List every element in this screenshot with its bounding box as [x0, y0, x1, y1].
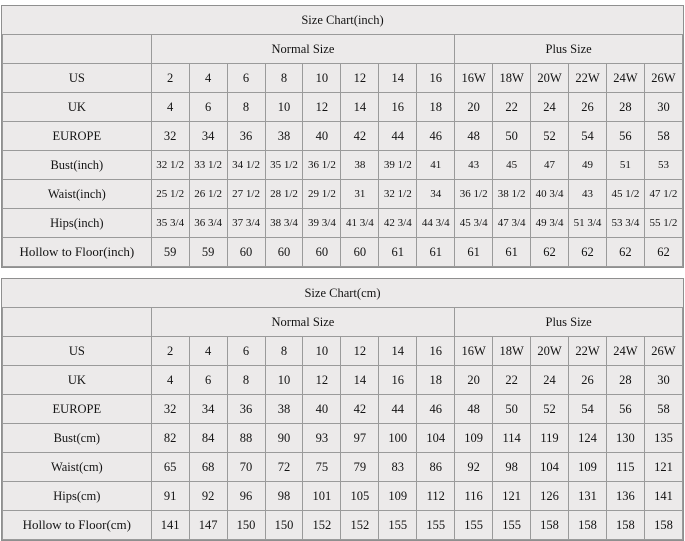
cell: 98 [493, 453, 531, 482]
cell: 92 [189, 482, 227, 511]
cell: 32 [151, 122, 189, 151]
cell: 62 [644, 238, 682, 267]
cell: 34 [189, 122, 227, 151]
cell: 26 [569, 93, 607, 122]
cell: 53 3/4 [606, 209, 644, 238]
cell: 36 3/4 [189, 209, 227, 238]
cell: 141 [151, 511, 189, 540]
table-group-row [3, 308, 683, 337]
cell: 131 [569, 482, 607, 511]
cell: 49 3/4 [531, 209, 569, 238]
cell: 44 [379, 122, 417, 151]
table-row [3, 180, 683, 209]
cell: 48 [455, 395, 493, 424]
cell: 36 [227, 122, 265, 151]
cell: 20 [455, 93, 493, 122]
cell: 114 [493, 424, 531, 453]
cell: 16 [417, 64, 455, 93]
cell: 58 [644, 395, 682, 424]
cell: 22 [493, 366, 531, 395]
size-chart-inch-table [2, 6, 683, 267]
cell: 38 [265, 395, 303, 424]
cell: 50 [493, 395, 531, 424]
cell: 52 [531, 395, 569, 424]
size-chart-page [0, 5, 685, 534]
cell: 60 [227, 238, 265, 267]
row-label-europe: EUROPE [3, 122, 152, 151]
cell: 8 [227, 366, 265, 395]
cell: 56 [606, 122, 644, 151]
group-header-normal: Normal Size [151, 308, 455, 337]
table-row [3, 209, 683, 238]
chart-title: Size Chart(cm) [3, 279, 683, 308]
cell: 22 [493, 93, 531, 122]
cell: 42 3/4 [379, 209, 417, 238]
cell: 60 [341, 238, 379, 267]
cell: 24 [531, 93, 569, 122]
cell: 72 [265, 453, 303, 482]
cell: 20W [531, 64, 569, 93]
cell: 14 [379, 337, 417, 366]
size-chart-cm-block [1, 278, 684, 541]
cell: 24W [606, 64, 644, 93]
cell: 109 [569, 453, 607, 482]
row-label-bust: Bust(cm) [3, 424, 152, 453]
table-group-row [3, 35, 683, 64]
cell: 100 [379, 424, 417, 453]
cell: 45 1/2 [606, 180, 644, 209]
row-label-us: US [3, 337, 152, 366]
cell: 62 [531, 238, 569, 267]
cell: 126 [531, 482, 569, 511]
cell: 8 [265, 337, 303, 366]
cell: 68 [189, 453, 227, 482]
cell: 92 [455, 453, 493, 482]
table-row [3, 482, 683, 511]
cell: 42 [341, 395, 379, 424]
row-label-uk: UK [3, 366, 152, 395]
cell: 104 [417, 424, 455, 453]
cell: 36 [227, 395, 265, 424]
cell: 6 [189, 366, 227, 395]
cell: 28 [606, 93, 644, 122]
cell: 24W [606, 337, 644, 366]
cell: 88 [227, 424, 265, 453]
cell: 16W [455, 64, 493, 93]
cell: 62 [606, 238, 644, 267]
cell: 70 [227, 453, 265, 482]
cell: 26 [569, 366, 607, 395]
cell: 38 1/2 [493, 180, 531, 209]
cell: 75 [303, 453, 341, 482]
cell: 26 1/2 [189, 180, 227, 209]
cell: 51 3/4 [569, 209, 607, 238]
cell: 26W [644, 337, 682, 366]
cell: 147 [189, 511, 227, 540]
cell: 32 1/2 [151, 151, 189, 180]
row-label-hips: Hips(inch) [3, 209, 152, 238]
cell: 28 1/2 [265, 180, 303, 209]
cell: 65 [151, 453, 189, 482]
cell: 12 [303, 93, 341, 122]
cell: 16 [417, 337, 455, 366]
cell: 121 [644, 453, 682, 482]
cell: 60 [265, 238, 303, 267]
cell: 4 [189, 64, 227, 93]
cell: 121 [493, 482, 531, 511]
cell: 155 [493, 511, 531, 540]
cell: 124 [569, 424, 607, 453]
size-chart-cm-table [2, 279, 683, 540]
cell: 39 3/4 [303, 209, 341, 238]
cell: 32 1/2 [379, 180, 417, 209]
cell: 34 1/2 [227, 151, 265, 180]
cell: 34 [189, 395, 227, 424]
cell: 109 [379, 482, 417, 511]
cell: 56 [606, 395, 644, 424]
cell: 4 [189, 337, 227, 366]
cell: 135 [644, 424, 682, 453]
cell: 115 [606, 453, 644, 482]
cell: 53 [644, 151, 682, 180]
cell: 97 [341, 424, 379, 453]
cell: 58 [644, 122, 682, 151]
table-row [3, 151, 683, 180]
table-row [3, 93, 683, 122]
cell: 38 3/4 [265, 209, 303, 238]
cell: 155 [379, 511, 417, 540]
cell: 4 [151, 93, 189, 122]
cell: 54 [569, 395, 607, 424]
cell: 16 [379, 93, 417, 122]
cell: 93 [303, 424, 341, 453]
group-header-plus: Plus Size [455, 308, 683, 337]
cell: 16W [455, 337, 493, 366]
cell: 4 [151, 366, 189, 395]
table-row [3, 511, 683, 540]
cell: 158 [531, 511, 569, 540]
row-label-hollow-to-floor: Hollow to Floor(cm) [3, 511, 152, 540]
cell: 152 [341, 511, 379, 540]
cell: 40 [303, 395, 341, 424]
cell: 50 [493, 122, 531, 151]
table-row [3, 337, 683, 366]
cell: 36 1/2 [303, 151, 341, 180]
cell: 36 1/2 [455, 180, 493, 209]
cell: 10 [265, 93, 303, 122]
cell: 18 [417, 366, 455, 395]
row-label-waist: Waist(inch) [3, 180, 152, 209]
cell: 84 [189, 424, 227, 453]
cell: 10 [303, 64, 341, 93]
row-label-hips: Hips(cm) [3, 482, 152, 511]
corner-cell [3, 308, 152, 337]
cell: 45 [493, 151, 531, 180]
row-label-waist: Waist(cm) [3, 453, 152, 482]
cell: 150 [227, 511, 265, 540]
cell: 29 1/2 [303, 180, 341, 209]
cell: 20W [531, 337, 569, 366]
cell: 12 [303, 366, 341, 395]
cell: 155 [417, 511, 455, 540]
cell: 155 [455, 511, 493, 540]
cell: 79 [341, 453, 379, 482]
cell: 14 [379, 64, 417, 93]
cell: 18W [493, 64, 531, 93]
cell: 38 [265, 122, 303, 151]
cell: 14 [341, 93, 379, 122]
cell: 83 [379, 453, 417, 482]
cell: 51 [606, 151, 644, 180]
cell: 61 [417, 238, 455, 267]
table-title-row [3, 279, 683, 308]
cell: 62 [569, 238, 607, 267]
corner-cell [3, 35, 152, 64]
cell: 6 [227, 64, 265, 93]
cell: 24 [531, 366, 569, 395]
cell: 61 [493, 238, 531, 267]
group-header-plus: Plus Size [455, 35, 683, 64]
cell: 49 [569, 151, 607, 180]
cell: 109 [455, 424, 493, 453]
table-row [3, 366, 683, 395]
cell: 30 [644, 93, 682, 122]
table-title-row [3, 6, 683, 35]
cell: 46 [417, 395, 455, 424]
cell: 28 [606, 366, 644, 395]
cell: 37 3/4 [227, 209, 265, 238]
cell: 18 [417, 93, 455, 122]
table-row [3, 453, 683, 482]
cell: 44 [379, 395, 417, 424]
group-header-normal: Normal Size [151, 35, 455, 64]
row-label-europe: EUROPE [3, 395, 152, 424]
cell: 6 [189, 93, 227, 122]
cell: 119 [531, 424, 569, 453]
cell: 34 [417, 180, 455, 209]
cell: 45 3/4 [455, 209, 493, 238]
cell: 6 [227, 337, 265, 366]
cell: 14 [341, 366, 379, 395]
table-row [3, 424, 683, 453]
cell: 41 [417, 151, 455, 180]
cell: 105 [341, 482, 379, 511]
cell: 40 [303, 122, 341, 151]
cell: 96 [227, 482, 265, 511]
cell: 112 [417, 482, 455, 511]
cell: 54 [569, 122, 607, 151]
row-label-us: US [3, 64, 152, 93]
cell: 25 1/2 [151, 180, 189, 209]
cell: 43 [455, 151, 493, 180]
cell: 12 [341, 64, 379, 93]
cell: 55 1/2 [644, 209, 682, 238]
cell: 40 3/4 [531, 180, 569, 209]
cell: 158 [569, 511, 607, 540]
table-row [3, 64, 683, 93]
cell: 30 [644, 366, 682, 395]
cell: 43 [569, 180, 607, 209]
cell: 136 [606, 482, 644, 511]
cell: 61 [455, 238, 493, 267]
cell: 82 [151, 424, 189, 453]
cell: 61 [379, 238, 417, 267]
cell: 8 [265, 64, 303, 93]
cell: 44 3/4 [417, 209, 455, 238]
cell: 10 [265, 366, 303, 395]
cell: 38 [341, 151, 379, 180]
cell: 20 [455, 366, 493, 395]
cell: 101 [303, 482, 341, 511]
cell: 60 [303, 238, 341, 267]
cell: 2 [151, 64, 189, 93]
cell: 35 1/2 [265, 151, 303, 180]
cell: 22W [569, 337, 607, 366]
cell: 48 [455, 122, 493, 151]
cell: 39 1/2 [379, 151, 417, 180]
cell: 27 1/2 [227, 180, 265, 209]
cell: 46 [417, 122, 455, 151]
table-row [3, 395, 683, 424]
cell: 158 [606, 511, 644, 540]
table-row [3, 122, 683, 151]
cell: 42 [341, 122, 379, 151]
cell: 16 [379, 366, 417, 395]
cell: 52 [531, 122, 569, 151]
table-row [3, 238, 683, 267]
cell: 47 1/2 [644, 180, 682, 209]
row-label-bust: Bust(inch) [3, 151, 152, 180]
cell: 104 [531, 453, 569, 482]
chart-title: Size Chart(inch) [3, 6, 683, 35]
cell: 47 [531, 151, 569, 180]
cell: 59 [151, 238, 189, 267]
cell: 152 [303, 511, 341, 540]
cell: 26W [644, 64, 682, 93]
cell: 22W [569, 64, 607, 93]
cell: 130 [606, 424, 644, 453]
cell: 91 [151, 482, 189, 511]
row-label-hollow-to-floor: Hollow to Floor(inch) [3, 238, 152, 267]
cell: 33 1/2 [189, 151, 227, 180]
cell: 141 [644, 482, 682, 511]
cell: 158 [644, 511, 682, 540]
size-chart-inch-block [1, 5, 684, 268]
cell: 86 [417, 453, 455, 482]
cell: 2 [151, 337, 189, 366]
cell: 98 [265, 482, 303, 511]
cell: 35 3/4 [151, 209, 189, 238]
row-label-uk: UK [3, 93, 152, 122]
cell: 116 [455, 482, 493, 511]
cell: 8 [227, 93, 265, 122]
cell: 47 3/4 [493, 209, 531, 238]
cell: 12 [341, 337, 379, 366]
cell: 31 [341, 180, 379, 209]
cell: 59 [189, 238, 227, 267]
cell: 10 [303, 337, 341, 366]
cell: 32 [151, 395, 189, 424]
cell: 150 [265, 511, 303, 540]
cell: 41 3/4 [341, 209, 379, 238]
cell: 90 [265, 424, 303, 453]
cell: 18W [493, 337, 531, 366]
